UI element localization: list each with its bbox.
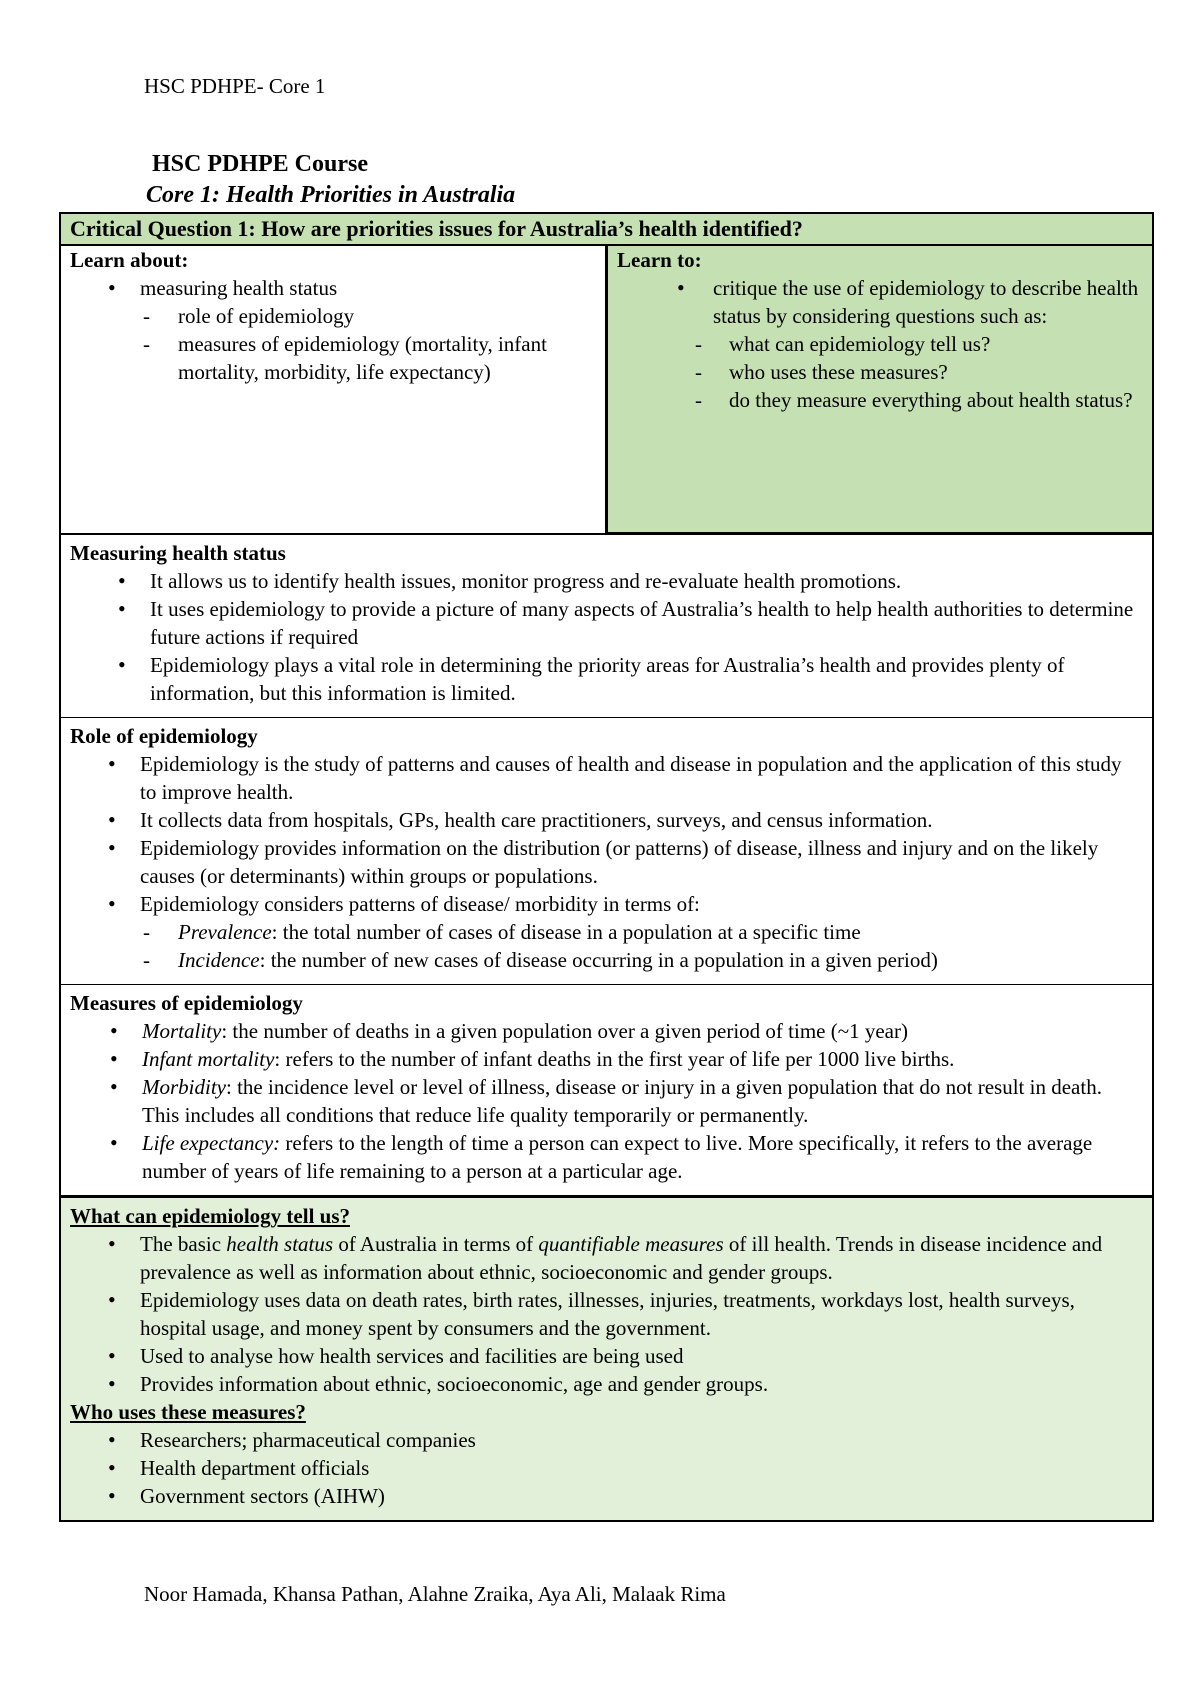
term: Infant mortality xyxy=(142,1047,275,1071)
learn-to-cell xyxy=(607,246,1152,535)
title-block xyxy=(146,148,516,210)
tell-us-section xyxy=(61,1196,1152,1520)
text-run: of ill health. Trends in disease incidence and prevalence as well as information about ethnic, socioeconomic and gender groups. xyxy=(140,1232,1103,1284)
section-heading: Role of epidemiology xyxy=(70,724,258,748)
measuring-health-status-section xyxy=(61,535,1152,718)
list-item: - what can epidemiology tell us? xyxy=(617,330,1143,358)
list-item: • Provides information about ethnic, socioeconomic, age and gender groups. xyxy=(70,1370,1143,1398)
list-item xyxy=(70,1045,1143,1073)
section-heading: Measuring health status xyxy=(70,541,286,565)
list-item xyxy=(70,1073,1143,1129)
text-run: of Australia in terms of xyxy=(333,1232,539,1256)
learn-about-list xyxy=(70,274,596,386)
section-heading: Who uses these measures? xyxy=(70,1400,306,1424)
learn-to-label: Learn to: xyxy=(617,248,702,272)
role-of-epidemiology-section xyxy=(61,718,1152,985)
list-item: • It allows us to identify health issues, monitor progress and re-evaluate health promotions. xyxy=(70,567,1143,595)
list-item: • Government sectors (AIHW) xyxy=(70,1482,1143,1510)
definition: : the incidence level or level of illness, disease or injury in a given population that do not result in death. This includes all conditions that reduce life quality temporarily or permanently. xyxy=(142,1075,1102,1127)
definition: : the number of deaths in a given population over a given period of time (~1 year) xyxy=(221,1019,908,1043)
definition: refers to the length of time a person can expect to live. More specifically, it refers to the average number of years of life remaining to a person at a particular age. xyxy=(142,1131,1093,1183)
learn-to-list xyxy=(617,274,1143,414)
list-item xyxy=(70,1129,1143,1185)
who-uses-list xyxy=(70,1426,1143,1510)
text-run: The basic xyxy=(140,1232,227,1256)
term: Mortality xyxy=(142,1019,222,1043)
list-item: • Researchers; pharmaceutical companies xyxy=(70,1426,1143,1454)
list-item: - measures of epidemiology (mortality, infant mortality, morbidity, life expectancy) xyxy=(70,330,596,386)
critical-question: Critical Question 1: How are priorities issues for Australia’s health identified? xyxy=(61,214,1152,246)
page-footer: Noor Hamada, Khansa Pathan, Alahne Zraika, Aya Ali, Malaak Rima xyxy=(144,1582,726,1606)
text-run: health status xyxy=(226,1232,334,1256)
tell-us-list xyxy=(70,1230,1143,1398)
term: Life expectancy: xyxy=(142,1131,281,1155)
measures-list xyxy=(70,1017,1143,1185)
list-item xyxy=(70,1017,1143,1045)
list-item xyxy=(70,946,1143,974)
text-run: quantifiable measures xyxy=(538,1232,724,1256)
list-item: • Epidemiology uses data on death rates, birth rates, illnesses, injuries, treatments, workdays lost, health surveys, hospital usage, and money spent by consumers and the government. xyxy=(70,1286,1143,1342)
list-item: - role of epidemiology xyxy=(70,302,596,330)
measuring-list xyxy=(70,567,1143,707)
learn-about-cell xyxy=(61,246,607,533)
list-item: • It collects data from hospitals, GPs, health care practitioners, surveys, and census information. xyxy=(70,806,1143,834)
section-heading: Measures of epidemiology xyxy=(70,991,303,1015)
term: Morbidity xyxy=(142,1075,226,1099)
list-item: • Health department officials xyxy=(70,1454,1143,1482)
list-item: • critique the use of epidemiology to describe health status by considering questions such as: xyxy=(617,274,1143,330)
list-item: - who uses these measures? xyxy=(617,358,1143,386)
learn-about-label: Learn about: xyxy=(70,248,189,272)
definition: : the number of new cases of disease occurring in a population in a given period) xyxy=(259,948,938,972)
list-item xyxy=(70,1230,1143,1286)
list-item: • Epidemiology plays a vital role in determining the priority areas for Australia’s health and provides plenty of information, but this information is limited. xyxy=(70,651,1143,707)
list-item: • Epidemiology is the study of patterns and causes of health and disease in population and the application of this study to improve health. xyxy=(70,750,1143,806)
list-item: • Epidemiology considers patterns of disease/ morbidity in terms of: xyxy=(70,890,1143,918)
list-item: • It uses epidemiology to provide a picture of many aspects of Australia’s health to help health authorities to determine future actions if required xyxy=(70,595,1143,651)
content-table xyxy=(59,212,1154,1522)
measures-of-epidemiology-section xyxy=(61,985,1152,1196)
list-item: • Epidemiology provides information on the distribution (or patterns) of disease, illness and injury and on the likely causes (or determinants) within groups or populations. xyxy=(70,834,1143,890)
term: Incidence xyxy=(178,948,260,972)
list-item: - do they measure everything about health status? xyxy=(617,386,1143,414)
course-title: HSC PDHPE Course xyxy=(152,151,368,177)
page-header: HSC PDHPE- Core 1 xyxy=(144,74,326,98)
definition: : the total number of cases of disease in a population at a specific time xyxy=(271,920,861,944)
list-item xyxy=(70,918,1143,946)
core-title: Core 1: Health Priorities in Australia xyxy=(146,182,516,208)
definition: : refers to the number of infant deaths in the first year of life per 1000 live births. xyxy=(274,1047,955,1071)
learn-row xyxy=(61,246,1152,535)
section-heading: What can epidemiology tell us? xyxy=(70,1204,351,1228)
list-item: • Used to analyse how health services and facilities are being used xyxy=(70,1342,1143,1370)
term: Prevalence xyxy=(178,920,272,944)
role-list xyxy=(70,750,1143,974)
list-item: • measuring health status xyxy=(70,274,596,302)
